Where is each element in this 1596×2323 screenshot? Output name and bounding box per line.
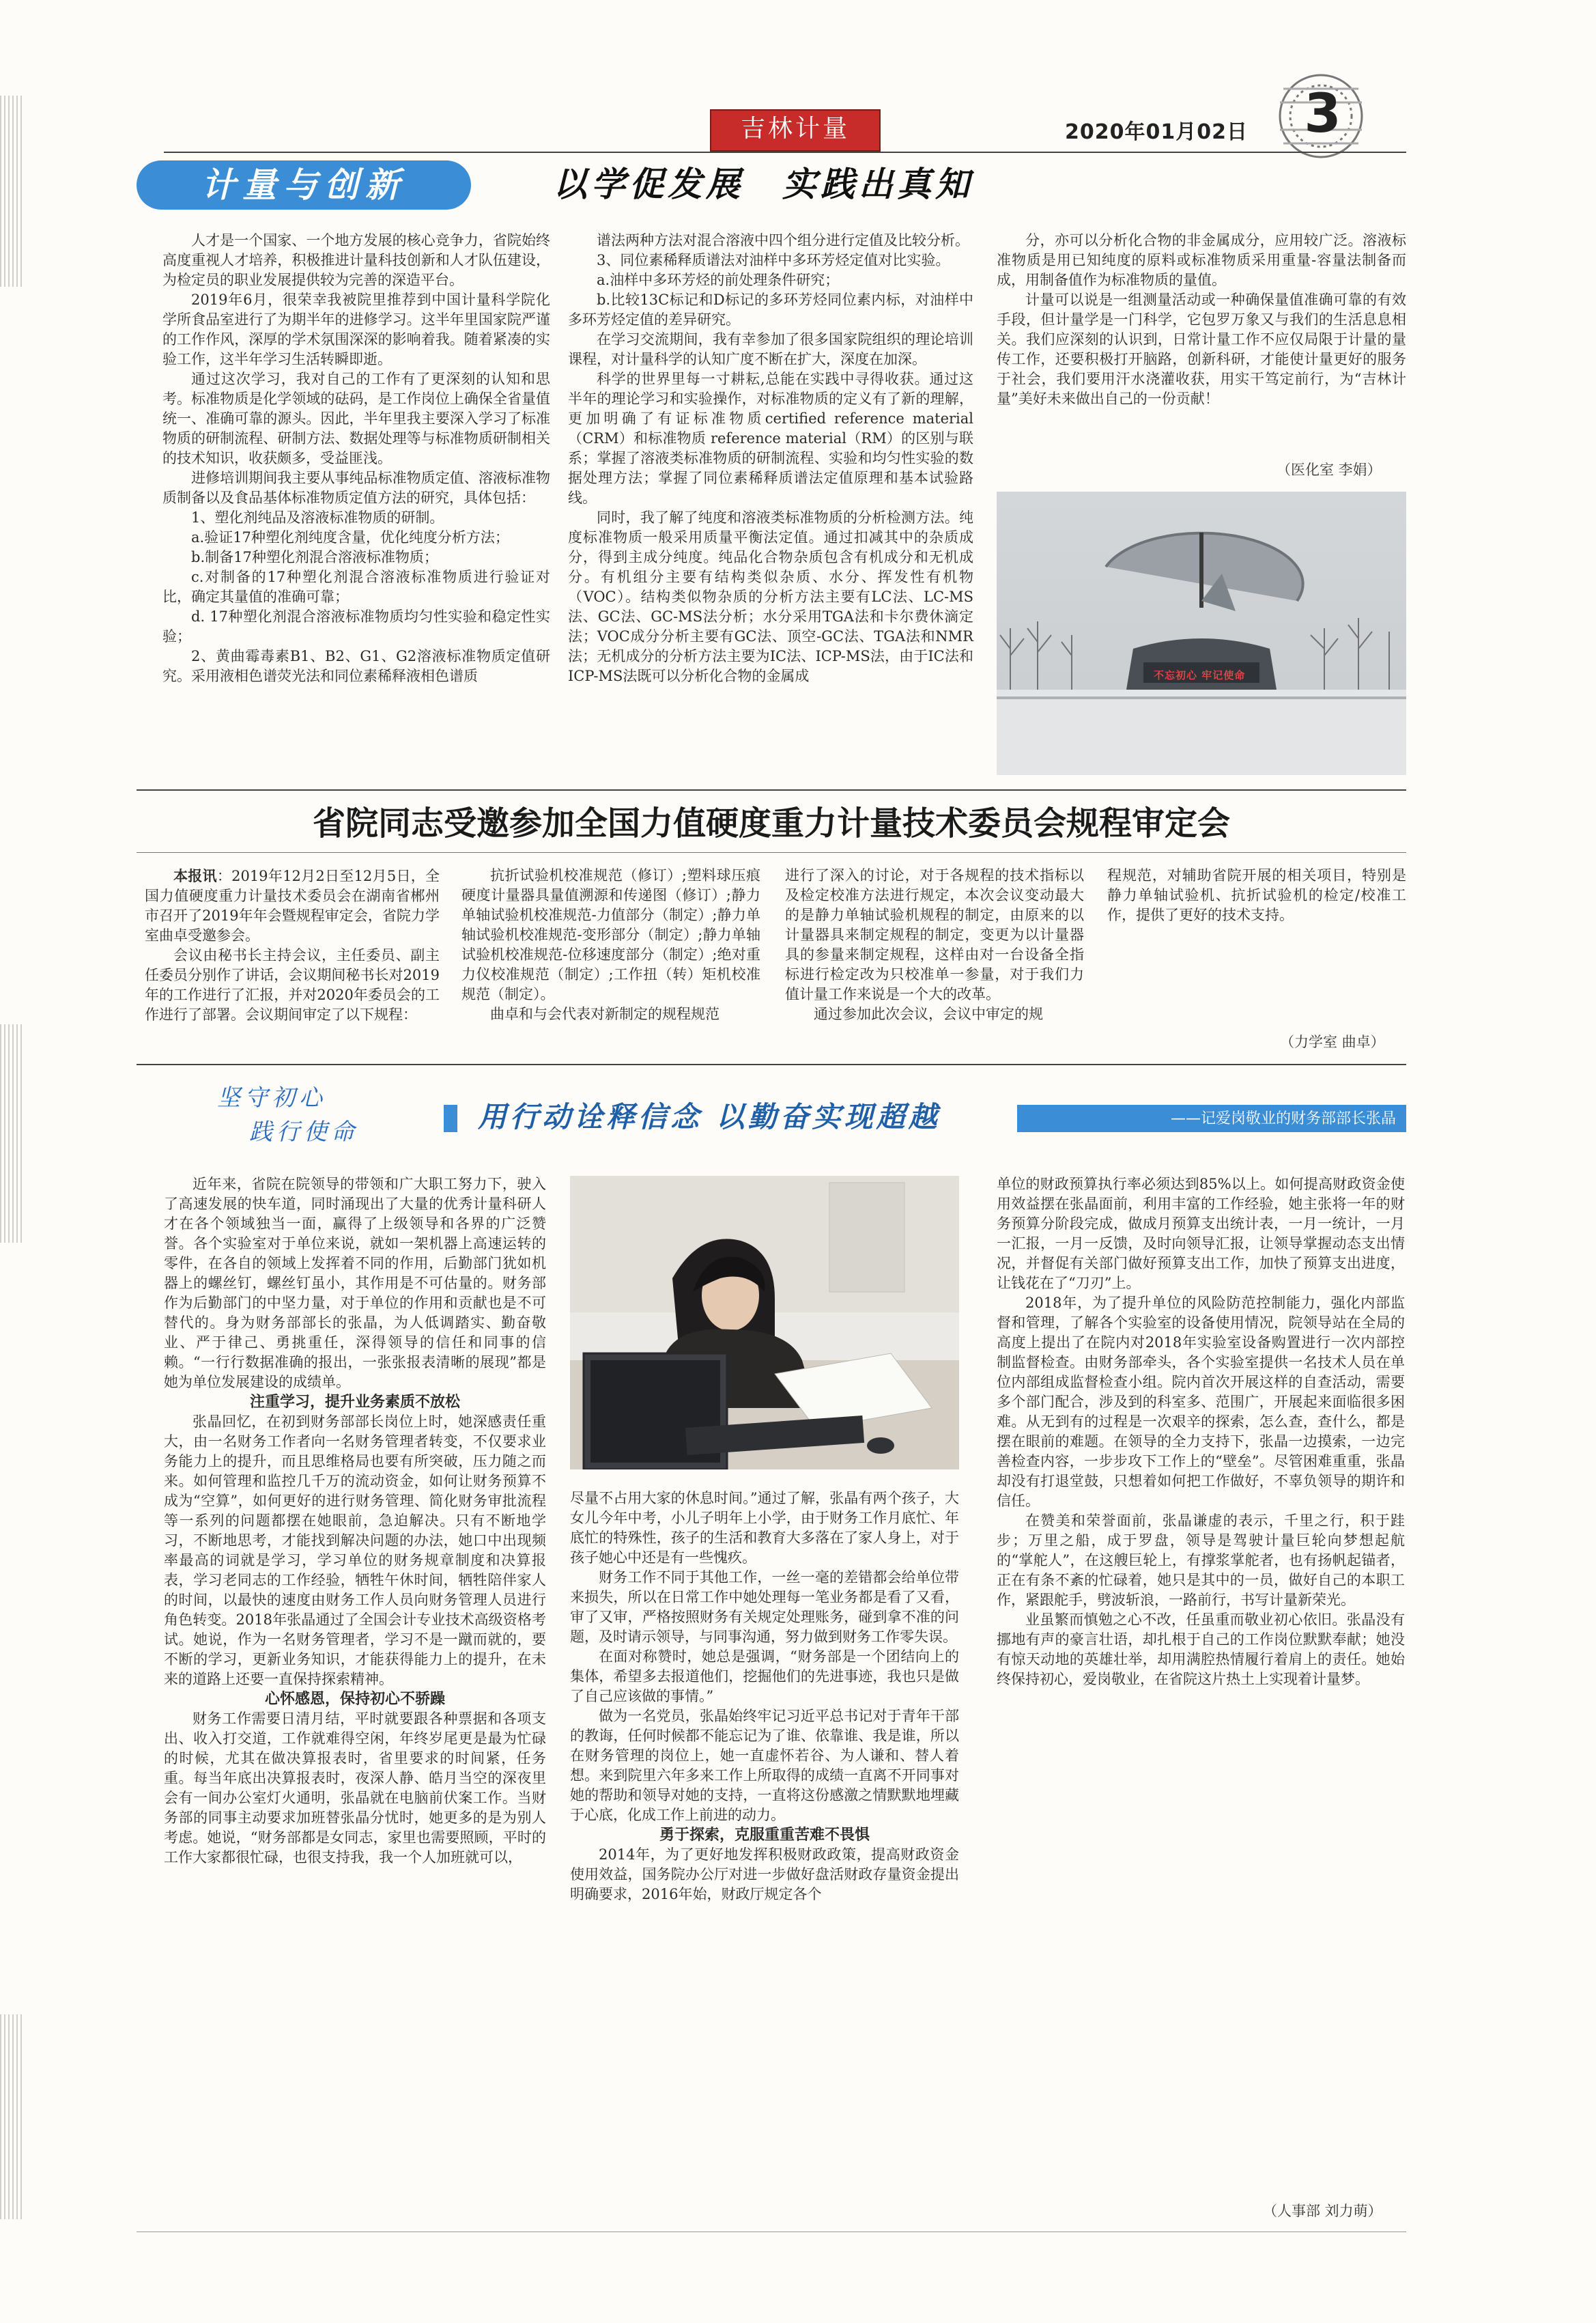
paragraph: 通过参加此次会议，会议中审定的规 [814,1006,1043,1022]
photo-banner-text: 不忘初心 牢记使命 [1154,669,1246,681]
paragraph: 近年来，省院在院领导的带领和广大职工努力下，驶入了高速发展的快车道，同时涌现出了大量的优秀计量科研人才在各个领域独当一面，赢得了上级领导和各界的广泛赞誉。各个实验室对于单位来说，就如一架机器上高速运转的零件，在各自的领域上发挥着不同的作用，后勤部门犹如机器上的螺丝钉，螺丝钉虽小，其作用是不可估量的。财务部作为后勤部门的中坚力量，对于单位的作用和贡献也是不可替代的。身为财务部部长的张晶，为人低调踏实、勤奋敬业、严于律己、勇挑重任，深得领导的信任和同事的信赖。“一行行数据准确的报出，一张张报表清晰的展现”都是她为单位发展建设的成绩单。 [164,1176,546,1390]
article-column-1 [162,231,550,686]
paragraph: 在面对称赞时，她总是强调，“财务部是一个团结向上的集体，希望多去报道他们，挖掘他们的先进事迹，我也只是做了自己应该做的事情。” [570,1648,959,1704]
header-rule [164,152,1406,153]
page-number: 3 [1304,83,1341,145]
paragraph: 分，亦可以分析化合物的非金属成分，应用较广泛。溶液标准物质是用已知纯度的原料或标准物质采用重量-容量法制备而成，用制备值作为标准物质的量值。 [997,232,1406,288]
article-subtitle: ——记爱岗敬业的财务部部长张晶 [1170,1110,1396,1127]
signature: （力学室 曲卓） [1280,1034,1385,1050]
paragraph: 2、黄曲霉毒素B1、B2、G1、G2溶液标准物质定值研究。采用液相色谱荧光法和同位素稀释液相色谱质 [162,648,550,684]
paragraph: 通过这次学习，我对自己的工作有了更深刻的认知和思考。标准物质是化学领域的砝码，是工作岗位上确保全省量值统一、准确可靠的源头。因此，半年里我主要深入学习了标准物质的研制流程、研制方法、数据处理等与标准物质研制相关的技术知识，收获颇多，受益匪浅。 [162,371,550,466]
scan-stripe [0,2014,25,2219]
paragraph: 抗折试验机校准规范（修订）;塑料球压痕硬度计量器具量值溯源和传递图（修订）;静力单轴试验机校准规范-力值部分（制定）;静力单轴试验机校准规范-变形部分（制定）;静力单轴试验机校准规范-位移速度部分（制定）;绝对重力仪校准规范（制定）;工作扭（转）矩机校准规范（制定）。 [461,867,760,1002]
section-heading: 心怀感恩，保持初心不骄躁 [264,1691,445,1708]
paragraph: b.比较13C标记和D标记的多环芳烃同位素内标，对油样中多环芳烃定值的差异研究。 [568,292,973,328]
paragraph: 计量可以说是一组测量活动或一种确保量值准确可靠的有效手段，但计量学是一门科学，它包罗万象又与我们的生活息息相关。我们应深刻的认识到，日常计量工作不应仅局限于计量的量传工作，还要积极打开脑路，创新科研，才能使计量更好的服务于社会，我们要用汗水浇灌收获，用实干笃定前行，为“吉林计量”美好未来做出自己的一份贡献！ [997,292,1406,407]
lead-label: 本报讯 [173,867,217,884]
section-heading: 勇于探索，克服重重苦难不畏惧 [659,1827,870,1844]
campus-photo [997,492,1406,775]
paragraph: 2018年，为了提升单位的风险防范控制能力，强化内部监督和管理，了解各个实验室的设备使用情况，院领导站在全局的高度上提出了在院内对2018年实验室设备购置进行一次内部控制监督检查。由财务部牵头，各个实验室提供一名技术人员在单位内部组成监督检查小组。院内首次开展这样的自查活动，需要多个部门配合，涉及到的科室多、范围广，开展起来面临很多困难。从无到有的过程是一次艰辛的探索，怎么查，查什么，都是摆在眼前的难题。在领导的全力支持下，张晶一边摸索，一边完善检查内容，一步步攻下工作上的“壁垒”。尽管困难重重，张晶却没有打退堂鼓，只想着如何把工作做好，不辜负领导的期许和信任。 [997,1295,1405,1509]
paragraph: 财务工作不同于其他工作，一丝一毫的差错都会给单位带来损失，所以在日常工作中她处理每一笔业务都是看了又看，审了又审，严格按照财务有关规定处理账务，碰到拿不准的问题，及时请示领导，与同事沟通，努力做到财务工作零失误。 [570,1569,959,1645]
article-title: 用行动诠释信念 以勤奋实现超越 [478,1100,941,1134]
paragraph: 谱法两种方法对混合溶液中四个组分进行定值及比较分析。 [597,232,969,249]
article-title: 省院同志受邀参加全国力值硬度重力计量技术委员会规程审定会 [312,804,1230,843]
paragraph: 进行了深入的讨论，对于各规程的技术指标以及检定校准方法进行规定，本次会议变动最大的是静力单轴试验机规程的制定，由原来的以计量器具来制定规程的制定，变更为以计量器具的参量来制定规程，这样由对一台设备全指标进行检定改为只校准单一参量，对于我们力值计量工作来说是一个大的改革。 [785,867,1084,1002]
paragraph: 1、塑化剂纯品及溶液标准物质的研制。 [191,509,444,526]
paragraph: ：2019年12月2日至12月5日，全国力值硬度重力计量技术委员会在湖南省郴州市召开了2019年年会暨规程审定会，省院力学室曲卓受邀参会。 [145,868,440,944]
paper-name: 吉林计量 [740,115,850,143]
feature-column-2 [570,1489,959,1904]
issue-date: 2020年01月02日 [1065,120,1248,144]
section-rule [137,789,1406,791]
paragraph: 会议由秘书长主持会议，主任委员、副主任委员分别作了讲话，会议期间秘书长对2019年的工作进行了汇报，并对2020年委员会的工作进行了部署。会议期间审定了以下规程： [145,947,440,1023]
scan-stripe [0,96,25,287]
section-rule [137,1064,1406,1065]
paragraph: 财务工作需要日清月结，平时就要跟各种票据和各项支出、收入打交道，工作就难得空闲，年终岁尾更是最为忙碌的时候，尤其在做决算报表时，省里要求的时间紧，任务重。每当年底出决算报表时，夜深人静、皓月当空的深夜里会有一间办公室灯火通明，张晶就在电脑前伏案工作。当财务部的同事主动要求加班替张晶分忧时，她更多的是为别人考虑。她说，“财务部都是女同志，家里也需要照顾，平时的工作大家都很忙碌，也很支持我，我一个人加班就可以， [164,1710,546,1866]
paragraph: a.油样中多环芳烃的前处理条件研究； [597,272,840,288]
paragraph: 张晶回忆，在初到财务部部长岗位上时，她深感责任重大，由一名财务工作者向一名财务管理者转变，不仅要求业务能力上的提升，而且思维格局也要有所突破，压力随之而来。如何管理和监控几千万的流动资金，如何让财务预算不成为“空算”，如何更好的进行财务管理、简化财务审批流程等一系列的问题都摆在她眼前，急迫解决。只有不断地学习，不断地思考，才能找到解决问题的办法，她口中出现频率最高的词就是学习，学习单位的财务规章制度和决算报表，学习老同志的工作经验，牺牲午休时间，牺牲陪伴家人的时间，以最快的速度由财务工作人员向财务管理人员进行角色转变。2018年张晶通过了全国会计专业技术高级资格考试。她说，作为一名财务管理者，学习不是一蹴而就的，要不断的学习，更新业务知识，才能获得能力上的提升，在未来的道路上还要一直保持探索精神。 [164,1413,546,1687]
article-title: 以学促发展 实践出真知 [553,164,973,204]
paragraph: 2014年，为了更好地发挥积极财政政策，提高财政资金使用效益，国务院办公厅对进一步做好盘活财政存量资金提出明确要求，2016年始，财政厅规定各个 [570,1846,959,1902]
column-label: 计量与创新 [201,165,406,205]
paragraph: 同时，我了解了纯度和溶液类标准物质的分析检测方法。纯度标准物质一般采用质量平衡法定值。通过扣减其中的杂质成分，得到主成分纯度。纯品化合物杂质包含有机成分和无机成分。有机组分主要有结构类似杂质、水分、挥发性有机物（VOC）。结构类似物杂质的分析方法主要有LC法、LC-MS法、GC法、GC-MS法分析；水分采用TGA法和卡尔费休滴定法；VOC成分分析主要有GC法、顶空-GC法、TGA法和NMR法；无机成分的分析方法主要为IC法、ICP-MS法，由于IC法和ICP-MS法既可以分析化合物的金属成 [568,509,973,684]
news-column-2 [461,866,760,1024]
paragraph: a.验证17种塑化剂纯度含量，优化纯度分析方法； [191,529,509,546]
paragraph: d. 17种塑化剂混合溶液标准物质均匀性实验和稳定性实验； [162,608,550,645]
section-heading: 注重学习，提升业务素质不放松 [249,1394,460,1411]
paragraph: 业虽繁而慎勉之心不改，任虽重而敬业初心依旧。张晶没有挪地有声的豪言壮语，却扎根于自己的工作岗位默默奉献；她没有惊天动地的英雄壮举，却用满腔热情履行着肩上的责任。她始终保持初心，爱岗敬业，在省院这片热土上实现着计量梦。 [997,1611,1405,1687]
paragraph: b.制备17种塑化剂混合溶液标准物质； [191,549,438,565]
signature: （人事部 刘力萌） [1263,2203,1382,2219]
column-label-1: 坚守初心 [217,1084,326,1112]
feature-column-1 [164,1174,546,1868]
paragraph: c.对制备的17种塑化剂混合溶液标准物质进行验证对比，确定其量值的准确可靠； [162,569,550,605]
paragraph: 曲卓和与会代表对新制定的规程规范 [490,1006,719,1022]
paragraph: 程规范，对辅助省院开展的相关项目，特别是静力单轴试验机、抗折试验机的检定/校准工作，提供了更好的技术支持。 [1107,867,1406,923]
news-column-4 [1107,866,1406,925]
signature: （医化室 李娟） [1277,462,1382,478]
paragraph: 科学的世界里每一寸耕耘,总能在实践中寻得收获。通过这半年的理论学习和实验操作，对标准物质的定义有了新的理解，更加明确了有证标准物质certified reference material（CRM）和标准物质 reference material（RM）的区别与联系；掌握了溶液类标准物质的研制流程、实验和均匀性实验的数据处理方法；掌握了同位素稀释质谱法定值原理和基本试验路线。 [568,371,973,506]
paragraph: 在赞美和荣誉面前，张晶谦虚的表示，千里之行，积于跬步；万里之船，成于罗盘，领导是驾驶计量巨轮向梦想起航的“掌舵人”，在这艘巨轮上，有撑浆掌舵者，也有扬帆起锚者，正在有条不紊的忙碌着，她只是其中的一员，做好自己的本职工作，紧跟舵手，劈波斩浪，一路前行，书写计量新荣光。 [997,1512,1405,1608]
paragraph: 尽量不占用大家的休息时间。”通过了解，张晶有两个孩子，大女儿今年中考，小儿子明年上小学，由于财务工作月底忙、年底忙的特殊性，孩子的生活和教育大多落在了家人身上，对于孩子她心中还是有一些愧疚。 [570,1490,959,1566]
article-column-3 [997,231,1406,409]
staff-photo [570,1176,959,1469]
title-underline [137,852,1406,853]
paragraph: 进修培训期间我主要从事纯品标准物质定值、溶液标准物质制备以及食品基体标准物质定值方法的研究，具体包括： [162,470,550,506]
feature-column-3 [997,1174,1405,1689]
column-label-2: 践行使命 [249,1118,358,1146]
paragraph: 单位的财政预算执行率必须达到85%以上。如何提高财政资金使用效益摆在张晶面前，利用丰富的工作经验，她主张将一年的财务预算分阶段完成，做成月预算支出统计表，一月一统计，一月一汇报，一月一反馈，及时向领导汇报，让领导掌握动态支出情况，并督促有关部门做好预算支出工作，加快了预算支出进度，让钱花在了“刀刃”上。 [997,1176,1405,1291]
paragraph: 在学习交流期间，我有幸参加了很多国家院组织的理论培训课程，对计量科学的认知广度不断在扩大，深度在加深。 [568,331,973,367]
paragraph: 3、同位素稀释质谱法对油样中多环芳烃定值对比实验。 [597,252,950,268]
news-column-3 [785,866,1084,1024]
scan-stripe [0,1024,25,1243]
paragraph: 2019年6月，很荣幸我被院里推荐到中国计量科学院化学所食品室进行了为期半年的进修学习。这半年里国家院严谨的工作作风，深厚的学术氛围深深的影响着我。随着紧凑的实验工作，这半年学习生活转瞬即逝。 [162,292,550,367]
article-column-2 [568,231,973,686]
paragraph: 做为一名党员，张晶始终牢记习近平总书记对于青年干部的教诲，任何时候都不能忘记为了谁、依靠谁、我是谁，所以在财务管理的岗位上，她一直虚怀若谷、为人谦和、替人着想。来到院里六年多来工作上所取得的成绩一直离不开同事对她的帮助和领导对她的支持，一直将这份感激之情默默地埋藏于心底，化成工作上前进的动力。 [570,1708,959,1823]
paragraph: 人才是一个国家、一个地方发展的核心竞争力，省院始终高度重视人才培养，积极推进计量科技创新和人才队伍建设，为检定员的职业发展提供较为完善的深造平台。 [162,232,550,288]
news-column-1 [145,866,440,1025]
